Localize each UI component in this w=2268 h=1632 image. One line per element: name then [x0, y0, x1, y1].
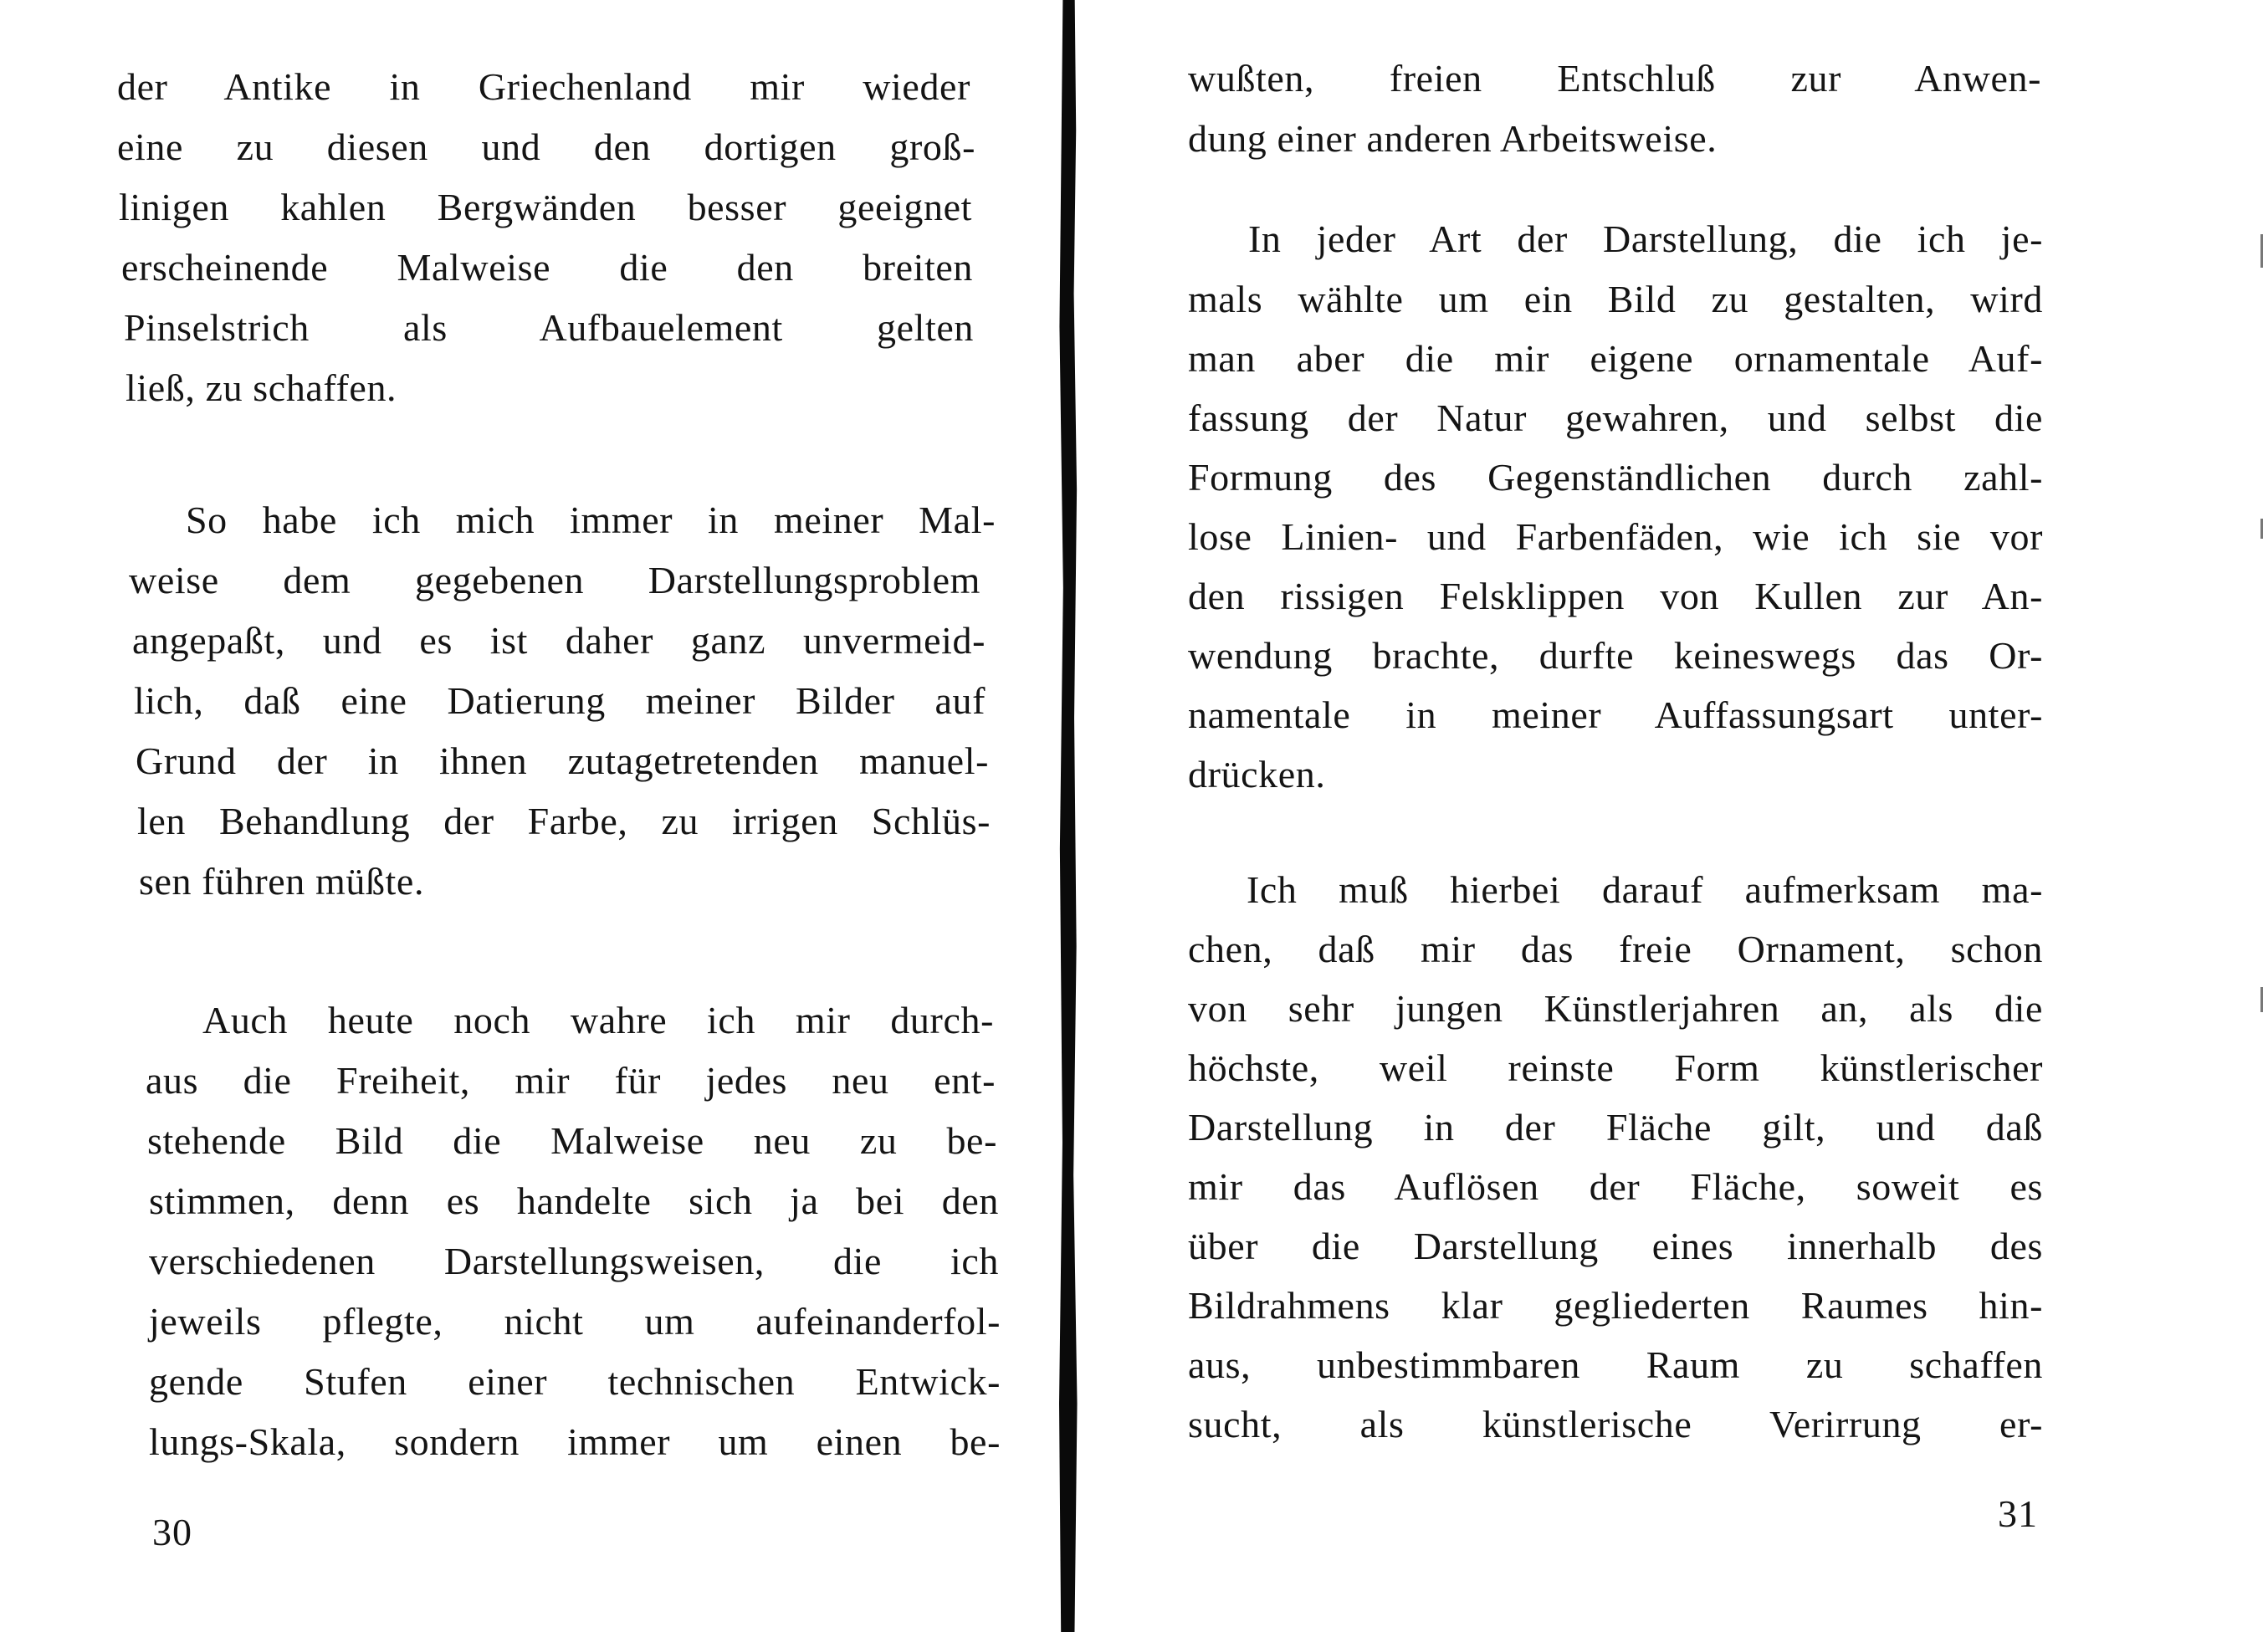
text-line: stehende Bild die Malweise neu zu be-: [147, 1119, 997, 1162]
text-line: Grund der in ihnen zutagetretenden manuel-: [136, 739, 989, 782]
page-edge-mark: [2260, 987, 2263, 1012]
book-gutter: [1059, 0, 1078, 1632]
text-line: gende Stufen einer technischen Entwick-: [149, 1360, 1001, 1403]
text-line: fassung der Natur gewahren, und selbst die: [1188, 396, 2043, 439]
text-line: mir das Auflösen der Fläche, soweit es: [1188, 1165, 2043, 1208]
text-line: über die Darstellung eines innerhalb des: [1188, 1225, 2043, 1267]
text-line: drücken.: [1188, 753, 1326, 796]
text-line: sen führen müßte.: [139, 860, 425, 903]
text-line: linigen kahlen Bergwänden besser geeignet: [119, 186, 972, 228]
right-page: [1113, 0, 2268, 1632]
text-line: Darstellung in der Fläche gilt, und daß: [1188, 1106, 2043, 1149]
text-line: weise dem gegebenen Darstellungsproblem: [129, 559, 980, 601]
text-line: der Antike in Griechenland mir wieder: [117, 65, 970, 108]
text-line: chen, daß mir das freie Ornament, schon: [1188, 928, 2043, 970]
text-line: aus, unbestimmbaren Raum zu schaffen: [1188, 1343, 2043, 1386]
text-line: dung einer anderen Arbeitsweise.: [1188, 117, 1718, 160]
page-number: 31: [1998, 1492, 2038, 1535]
text-line: So habe ich mich immer in meiner Mal-: [186, 499, 996, 541]
text-line: angepaßt, und es ist daher ganz unvermeid-: [132, 619, 986, 662]
text-line: mals wählte um ein Bild zu gestalten, wird: [1188, 278, 2043, 320]
page-edge-mark: [2260, 519, 2263, 539]
text-line: namentale in meiner Auffassungsart unter-: [1188, 693, 2043, 736]
text-line: lungs-Skala, sondern immer um einen be-: [149, 1420, 1001, 1463]
left-page: [0, 0, 1062, 1632]
text-line: höchste, weil reinste Form künstlerischer: [1188, 1046, 2043, 1089]
text-line: man aber die mir eigene ornamentale Auf-: [1188, 337, 2043, 380]
text-line: Formung des Gegenständlichen durch zahl-: [1188, 456, 2043, 499]
text-line: eine zu diesen und den dortigen groß-: [117, 125, 975, 168]
text-line: stimmen, denn es handelte sich ja bei den: [149, 1179, 999, 1222]
text-line: jeweils pflegte, nicht um aufeinanderfol-: [149, 1300, 1001, 1343]
text-line: len Behandlung der Farbe, zu irrigen Schlüs-: [137, 800, 991, 842]
text-line: wußten, freien Entschluß zur Anwen-: [1188, 57, 2041, 100]
page-edge-mark: [2260, 234, 2263, 268]
text-line: ließ, zu schaffen.: [125, 366, 397, 409]
text-line: aus die Freiheit, mir für jedes neu ent-: [146, 1059, 996, 1102]
text-line: den rissigen Felsklippen von Kullen zur An-: [1188, 575, 2043, 617]
text-line: von sehr jungen Künstlerjahren an, als die: [1188, 987, 2043, 1030]
text-line: sucht, als künstlerische Verirrung er-: [1188, 1403, 2043, 1445]
text-line: Pinselstrich als Aufbauelement gelten: [124, 306, 974, 349]
text-line: verschiedenen Darstellungsweisen, die ich: [149, 1240, 999, 1282]
text-line: Ich muß hierbei darauf aufmerksam ma-: [1247, 868, 2043, 911]
text-line: lose Linien- und Farbenfäden, wie ich sie vor: [1188, 515, 2043, 558]
text-line: wendung brachte, durfte keineswegs das Or-: [1188, 634, 2043, 677]
text-line: Bildrahmens klar gegliederten Raumes hin-: [1188, 1284, 2043, 1327]
text-line: In jeder Art der Darstellung, die ich je-: [1248, 217, 2043, 260]
text-line: Auch heute noch wahre ich mir durch-: [202, 999, 994, 1041]
text-line: erscheinende Malweise die den breiten: [121, 246, 973, 289]
text-line: lich, daß eine Datierung meiner Bilder auf: [134, 679, 986, 722]
page-number: 30: [152, 1511, 192, 1553]
